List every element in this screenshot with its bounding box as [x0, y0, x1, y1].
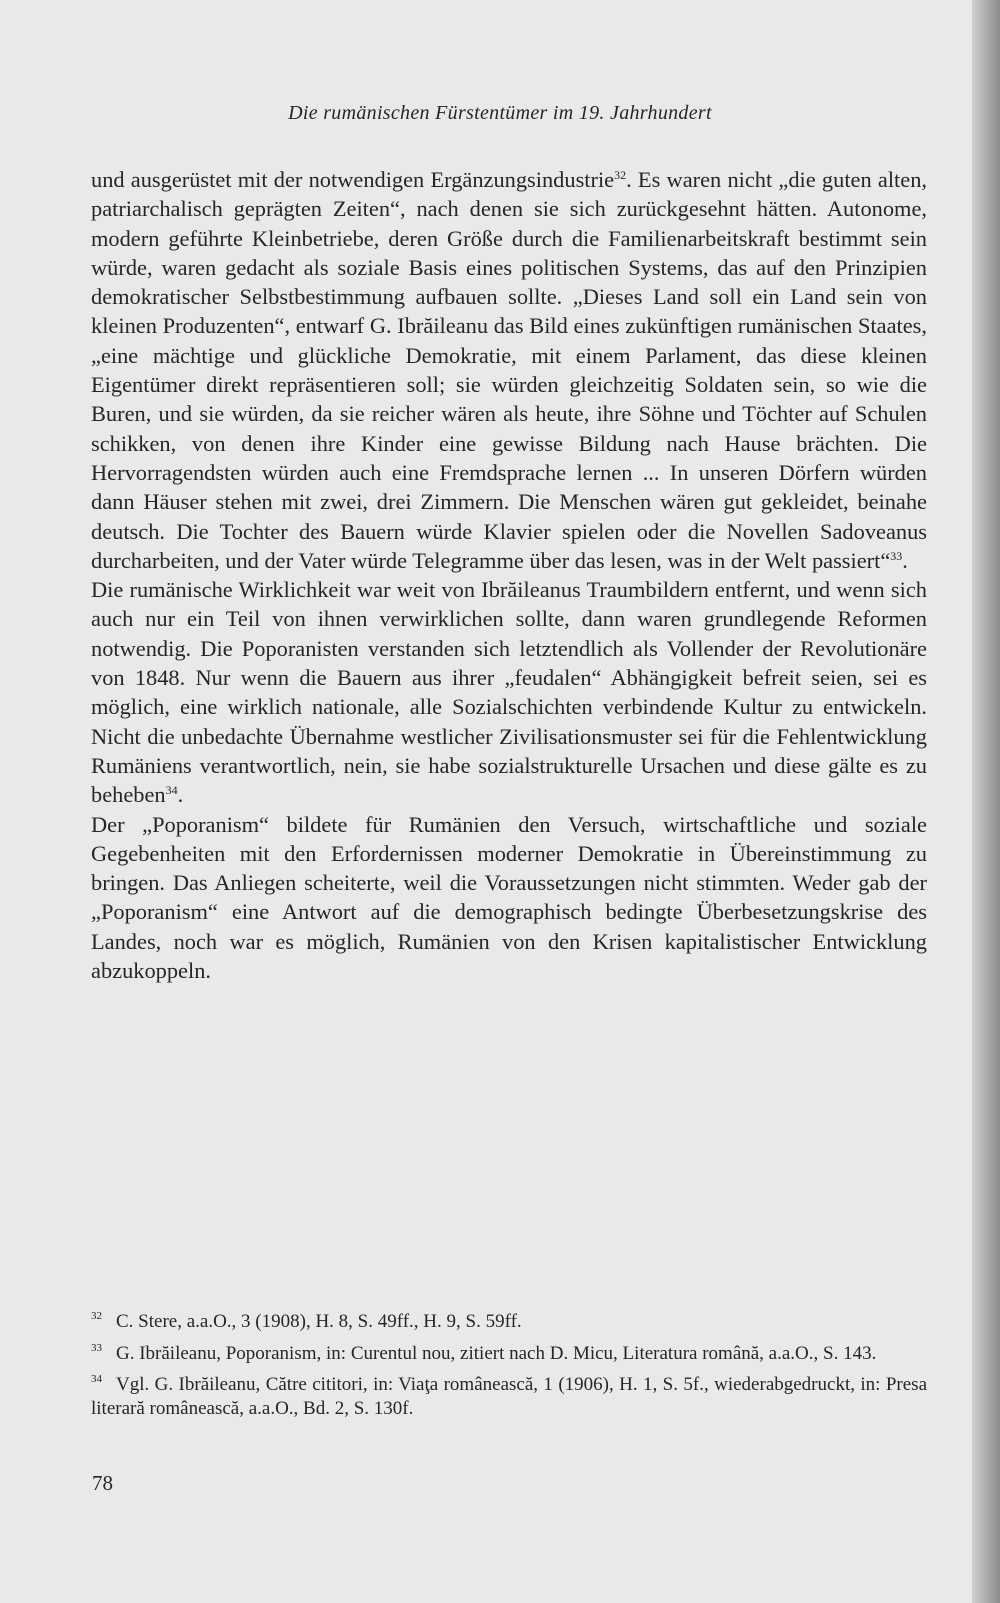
paragraph: und ausgerüstet mit der notwendigen Ergänzungsindustrie$^{32}$. Es waren nicht „die guten alten, patriarchalisch geprägten Zeiten“, nach denen sie sich zurückgesehnt hätten. Autonome, modern geführte Kleinbetriebe, deren Größe durch die Familienarbeitskraft bestimmt sein würde, waren gedacht als soziale Basis eines politischen Systems, das auf den Prinzipien demokratischer Selbstbestimmung aufbauen sollte. „Dieses Land soll ein Land sein von kleinen Produzenten“, entwarf G. Ibrăileanu das Bild eines zukünftigen rumänischen Staates, „eine mächtige und glückliche Demokratie, mit einem Parlament, das diese kleinen Eigentümer direkt repräsentieren soll; sie würden gleichzeitig Soldaten sein, so wie die Buren, und sie würden, da sie reicher wären als heute, ihre Söhne und Töchter auf Schulen schikken, von denen ihre Kinder eine gewisse Bildung nach Hause brächten. Die Hervorragendsten würden auch eine Fremdsprache lernen ... In unseren Dörfern würden dann Häuser stehen mit zwei, drei Zimmern. Die Menschen wären gut gekleidet, beinahe deutsch. Die Tochter des Bauern würde Klavier spielen oder die Novellen Sadoveanus durcharbeiten, und der Vater würde Telegramme über das lesen, was in der Welt passiert“$^{33}$.: [91, 167, 927, 573]
footnote-ref: 32: [614, 168, 627, 182]
footnote-text: C. Stere, a.a.O., 3 (1908), H. 8, S. 49ff., H. 9, S. 59ff.: [116, 1311, 522, 1332]
footnotes: [91, 1305, 927, 1423]
footnote: [91, 1337, 927, 1366]
running-head: Die rumänischen Fürstentümer im 19. Jahrhundert: [288, 102, 712, 124]
footnote-text: Vgl. G. Ibrăileanu, Către cititori, in: Viaţa românească, 1 (1906), H. 1, S. 5f., wiederabgedruckt, in: Presa literară românească, a.a.O., Bd. 2, S. 130f.: [91, 1374, 927, 1419]
footnote: [91, 1368, 927, 1420]
body-text: [91, 165, 927, 985]
footnote-ref: 34: [165, 783, 178, 798]
footnote-ref: 33: [890, 548, 903, 563]
page-edge-shadow: [972, 0, 1000, 1603]
footnote-number: 34: [91, 1373, 102, 1385]
footnote: [91, 1305, 927, 1334]
footnote-text: G. Ibrăileanu, Poporanism, in: Curentul nou, zitiert nach D. Micu, Literatura română, a.a.O., S. 143.: [116, 1342, 877, 1364]
paragraph: Die rumänische Wirklichkeit war weit von Ibrăileanus Traumbildern entfernt, und wenn sich auch nur ein Teil von ihnen verwirklichen sollte, dann waren grundlegende Reformen notwendig. Die Poporanisten verstanden sich letztendlich als Vollender der Revolutionäre von 1848. Nur wenn die Bauern aus ihrer „feudalen“ Abhängigkeit befreit seien, sei es möglich, eine wirklich nationale, alle Sozialschichten verbindende Kultur zu entwickeln. Nicht die unbedachte Übernahme westlicher Zivilisationsmuster sei für die Fehlentwicklung Rumäniens verantwortlich, nein, sie habe sozialstrukturelle Ursachen und diese gälte es zu beheben$^{34}$.: [91, 577, 927, 808]
footnote-number: 33: [91, 1341, 102, 1354]
page-number: 78: [92, 1471, 113, 1495]
footnote-number: 32: [91, 1310, 102, 1322]
paragraph: Der „Poporanism“ bildete für Rumänien den Versuch, wirtschaftliche und soziale Gegebenheiten mit den Erfordernissen moderner Demokratie in Übereinstimmung zu bringen. Das Anliegen scheiterte, weil die Voraussetzungen nicht stimmten. Weder gab der „Poporanism“ eine Antwort auf die demographisch bedingte Überbesetzungskrise des Landes, noch war es möglich, Rumänien von den Krisen kapitalistischer Entwicklung abzukoppeln.: [91, 811, 927, 984]
